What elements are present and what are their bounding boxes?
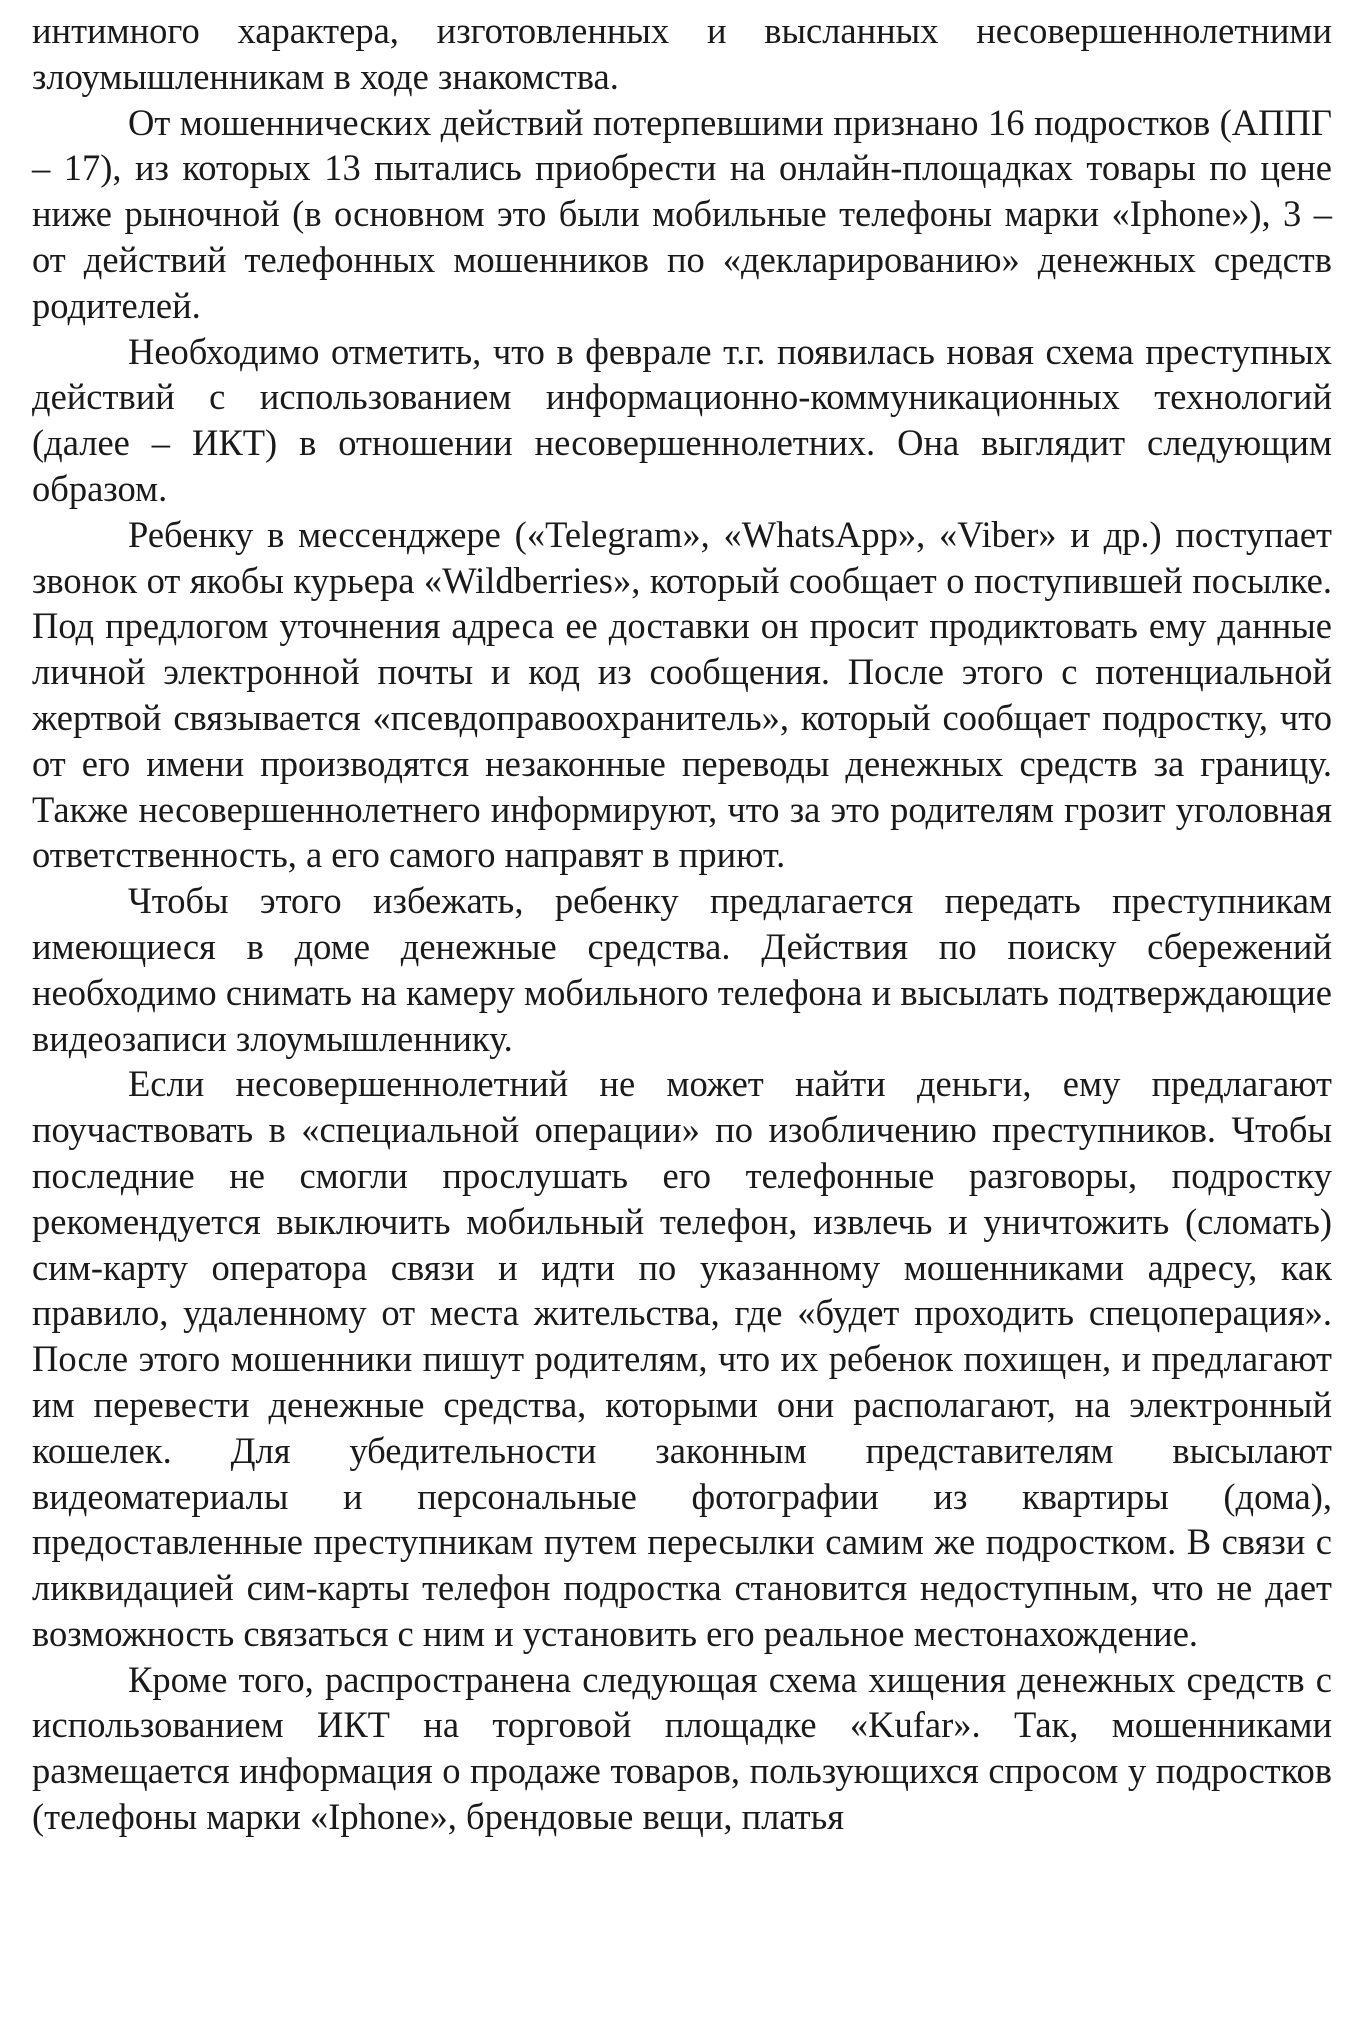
paragraph-kufar-scheme: Кроме того, распространена следующая схема хищения денежных средств с использованием ИКТ на торговой площадке «Kufar». Так, мошенниками размещается информация о продаже товаров, пользующихся спросом у подростков (телефоны марки «Iphone», брендовые вещи, платья (32, 1658, 1332, 1838)
paragraph-new-scheme: Необходимо отметить, что в феврале т.г. появилась новая схема преступных действий с использованием информационно-коммуникационных технологий (далее – ИКТ) в отношении несовершеннолетних. Она выглядит следующим образом. (32, 330, 1332, 509)
paragraph-hand-over-money: Чтобы этого избежать, ребенку предлагается передать преступникам имеющиеся в доме денежные средства. Действия по поиску сбережений необходимо снимать на камеру мобильного телефона и высылать подтверждающие видеозаписи злоумышленнику. (32, 880, 1332, 1059)
paragraph-messenger-call: Ребенку в мессенджере («Telegram», «WhatsApp», «Viber» и др.) поступает звонок от якобы курьера «Wildberries», который сообщает о поступившей посылке. Под предлогом уточнения адреса ее доставки он просит продиктовать ему данные личной электронной почты и код из сообщения. После этого с потенциальной жертвой связывается «псевдоправоохранитель», который сообщает подростку, что от его имени производятся незаконные переводы денежных средств за границу. Также несовершеннолетнего информируют, что за это родителям грозит уголовная ответственность, а его самого направят в приют. (32, 513, 1332, 876)
paragraph-continuation: интимного характера, изготовленных и высланных несовершеннолетними злоумышленникам в ходе знакомства. (32, 10, 1332, 97)
document-page (32, 8, 1332, 1840)
paragraph-special-operation: Если несовершеннолетний не может найти деньги, ему предлагают поучаствовать в «специальной операции» по изобличению преступников. Чтобы последние не смогли прослушать его телефонные разговоры, подростку рекомендуется выключить мобильный телефон, извлечь и уничтожить (сломать) сим-карту оператора связи и идти по указанному мошенниками адресу, как правило, удаленному от места жительства, где «будет проходить спецоперация». После этого мошенники пишут родителям, что их ребенок похищен, и предлагают им перевести денежные средства, которыми они располагают, на электронный кошелек. Для убедительности законным представителям высылают видеоматериалы и персональные фотографии из квартиры (дома), предоставленные преступникам путем пересылки самим же подростком. В связи с ликвидацией сим-карты телефон подростка становится недоступным, что не дает возможность связаться с ним и установить его реальное местонахождение. (32, 1063, 1332, 1654)
paragraph-fraud-victims: От мошеннических действий потерпевшими признано 16 подростков (АППГ – 17), из которых 13 пытались приобрести на онлайн-площадках товары по цене ниже рыночной (в основном это были мобильные телефоны марки «Iphone»), 3 – от действий телефонных мошенников по «декларированию» денежных средств родителей. (32, 101, 1332, 326)
